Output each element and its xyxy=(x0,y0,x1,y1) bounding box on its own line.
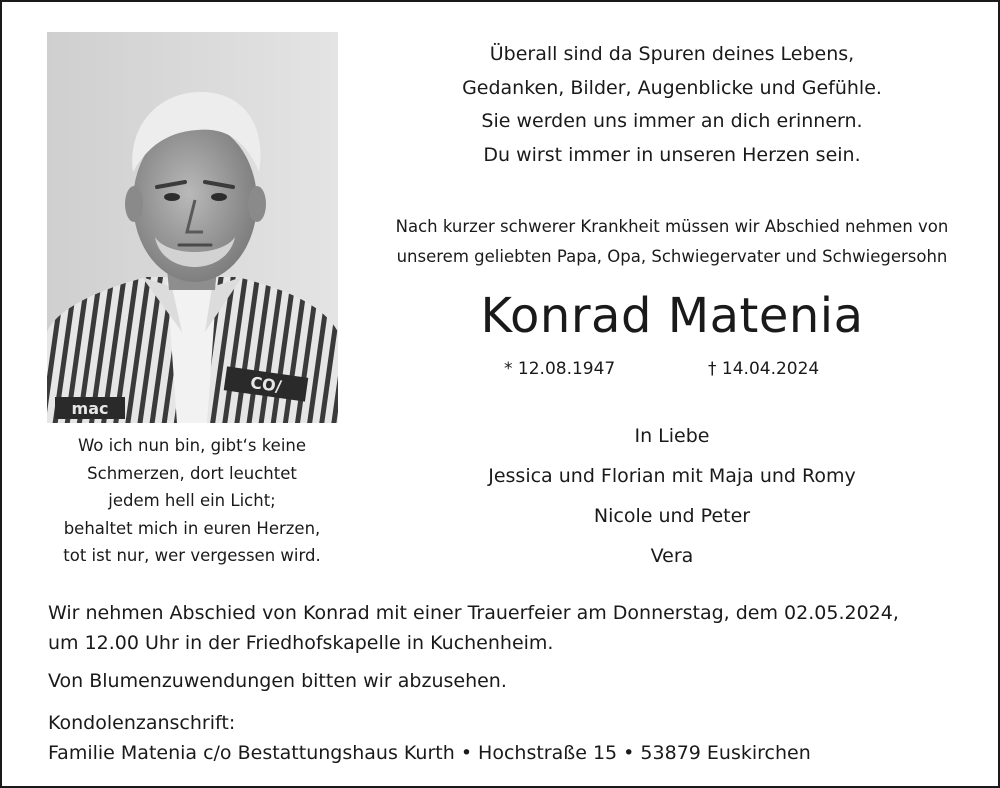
poem-line: Du wirst immer in unseren Herzen sein. xyxy=(483,144,861,167)
announcement-line: unserem geliebten Papa, Opa, Schwiegervater und Schwiegersohn xyxy=(396,247,948,266)
service-line: um 12.00 Uhr in der Friedhofskapelle in Kuchenheim. xyxy=(48,632,554,654)
photo-poem-line: Schmerzen, dort leuchtet xyxy=(87,463,297,483)
announcement-text xyxy=(362,212,982,272)
poem-line: Sie werden uns immer an dich erinnern. xyxy=(481,110,863,133)
deceased-name: Konrad Matenia xyxy=(480,288,864,344)
family-line: In Liebe xyxy=(634,425,710,447)
condolence-label: Kondolenzanschrift: xyxy=(48,712,236,734)
service-line: Wir nehmen Abschied von Konrad mit einer Trauerfeier am Donnerstag, dem 02.05.2024, xyxy=(48,602,899,624)
opening-poem xyxy=(382,38,962,173)
flowers-note: Von Blumenzuwendungen bitten wir abzusehen. xyxy=(48,670,507,692)
family-line: Jessica und Florian mit Maja und Romy xyxy=(488,465,856,487)
photo-poem-line: tot ist nur, wer vergessen wird. xyxy=(63,546,321,565)
family-line: Vera xyxy=(650,545,694,567)
portrait-illustration xyxy=(47,32,338,423)
shirt-print-left: mac xyxy=(71,399,109,418)
announcement-line: Nach kurzer schwerer Krankheit müssen wir Abschied nehmen von xyxy=(395,217,949,236)
service-info xyxy=(48,598,978,658)
mourning-family xyxy=(382,416,962,576)
death-date: † 14.04.2024 xyxy=(708,359,820,379)
poem-line: Gedanken, Bilder, Augenblicke und Gefühle. xyxy=(462,76,882,99)
photo-poem-line: Wo ich nun bin, gibt‘s keine xyxy=(77,436,307,455)
photo-poem-line: jedem hell ein Licht; xyxy=(108,491,276,510)
birth-date: * 12.08.1947 xyxy=(504,359,616,379)
photo-poem xyxy=(36,432,348,570)
photo-poem-line: behaltet mich in euren Herzen, xyxy=(63,518,321,538)
poem-line: Überall sind da Spuren deines Lebens, xyxy=(489,43,855,65)
portrait-photo xyxy=(47,32,338,423)
condolence-address: Familie Matenia c/o Bestattungshaus Kurth • Hochstraße 15 • 53879 Euskirchen xyxy=(48,742,811,764)
shirt-print-right: CO/ xyxy=(249,372,283,397)
family-line: Nicole und Peter xyxy=(593,505,751,527)
